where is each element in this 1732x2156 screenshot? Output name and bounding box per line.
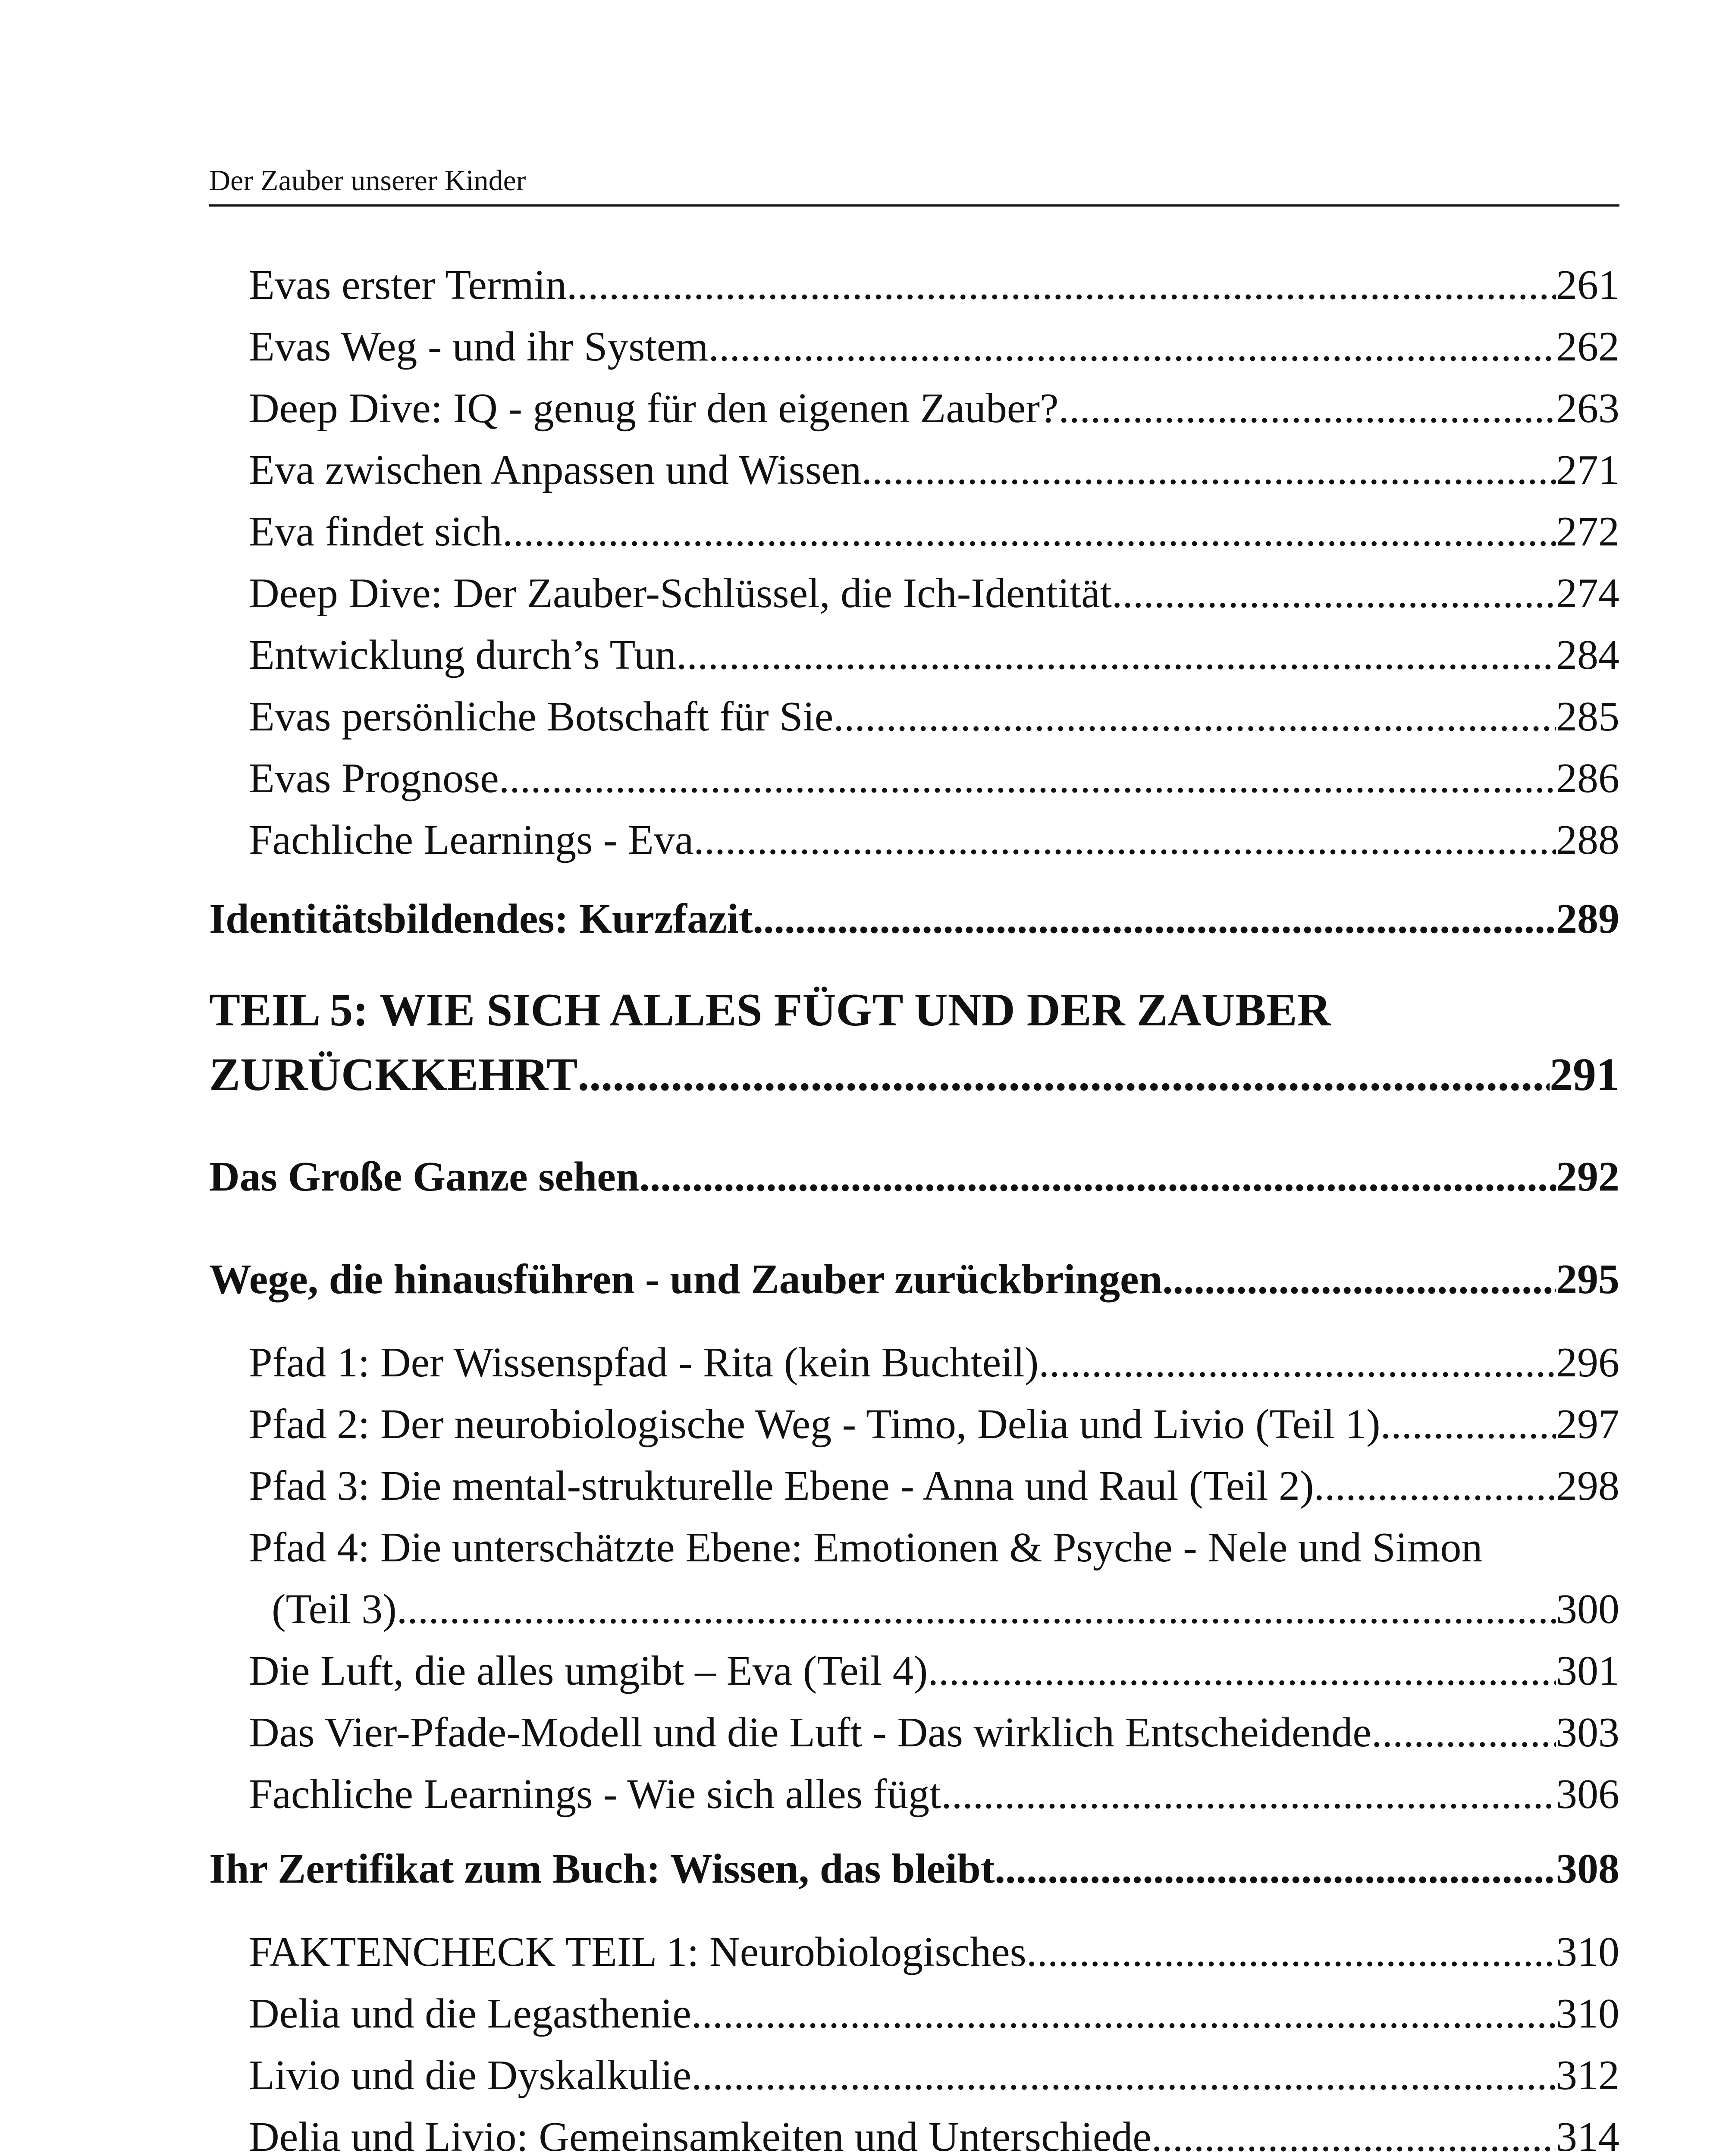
toc-chapter-title: Identitätsbildendes: Kurzfazit bbox=[209, 896, 753, 942]
toc-entry-title: Pfad 3: Die mental-strukturelle Ebene - Anna und Raul (Teil 2) bbox=[249, 1463, 1314, 1509]
toc-entry[interactable] bbox=[209, 1394, 1619, 1455]
toc-entry-page: 306 bbox=[1556, 1771, 1619, 1818]
toc-entry-page: 312 bbox=[1556, 2052, 1619, 2099]
toc-entry-page: 314 bbox=[1556, 2114, 1619, 2156]
toc-chapter-title: Ihr Zertifikat zum Buch: Wissen, das bleibt bbox=[209, 1846, 995, 1892]
toc-chapter-kurzfazit[interactable] bbox=[209, 888, 1619, 950]
toc-chapter-page: 308 bbox=[1556, 1846, 1619, 1892]
toc-entry-title: Delia und die Legasthenie bbox=[249, 1990, 691, 2037]
toc-entry-page: 310 bbox=[1556, 1929, 1619, 1975]
toc-leader-dots bbox=[753, 888, 1556, 950]
toc-entry-page: 271 bbox=[1556, 447, 1619, 493]
toc-entry[interactable] bbox=[209, 1921, 1619, 1983]
toc-part-5[interactable] bbox=[209, 978, 1619, 1107]
toc-leader-dots bbox=[833, 686, 1556, 748]
toc-entry-title-line1: Pfad 4: Die unterschätzte Ebene: Emotionen & Psyche - Nele und Simon bbox=[249, 1524, 1483, 1571]
toc-entry-page: 262 bbox=[1556, 323, 1619, 370]
toc-part-title-line2 bbox=[209, 1043, 1619, 1107]
toc-entry[interactable] bbox=[209, 254, 1619, 316]
toc-entry-pfad-4[interactable] bbox=[209, 1517, 1619, 1640]
toc-entry-title: Evas Prognose bbox=[249, 755, 499, 802]
toc-entry[interactable] bbox=[209, 686, 1619, 748]
toc-entry-page: 310 bbox=[1556, 1990, 1619, 2037]
toc-part-page: 291 bbox=[1550, 1049, 1619, 1100]
toc-entry[interactable] bbox=[209, 1640, 1619, 1702]
table-of-contents bbox=[209, 254, 1619, 2156]
toc-leader-dots bbox=[577, 1043, 1550, 1107]
toc-leader-dots bbox=[691, 1983, 1556, 2045]
toc-entry-page: 261 bbox=[1556, 262, 1619, 308]
toc-entry[interactable] bbox=[209, 624, 1619, 686]
toc-leader-dots bbox=[1112, 563, 1556, 624]
toc-entry-page: 298 bbox=[1556, 1463, 1619, 1509]
toc-leader-dots bbox=[1039, 1332, 1556, 1394]
toc-entry-title: Evas Weg - und ihr System bbox=[249, 323, 709, 370]
toc-part-title-line1: TEIL 5: WIE SICH ALLES FÜGT UND DER ZAUBER bbox=[209, 984, 1331, 1036]
toc-leader-dots bbox=[499, 748, 1556, 809]
toc-leader-dots bbox=[1314, 1455, 1556, 1517]
toc-entry[interactable] bbox=[209, 1702, 1619, 1764]
toc-leader-dots bbox=[1059, 378, 1556, 439]
toc-entry-page: 272 bbox=[1556, 508, 1619, 555]
toc-entry-title: Fachliche Learnings - Wie sich alles fügt bbox=[249, 1771, 941, 1818]
toc-leader-dots bbox=[1162, 1249, 1556, 1310]
toc-entry-page: 297 bbox=[1556, 1401, 1619, 1448]
toc-entry-title: Eva findet sich bbox=[249, 508, 502, 555]
toc-chapter-grosse-ganze[interactable] bbox=[209, 1146, 1619, 1208]
toc-leader-dots bbox=[1391, 1394, 1556, 1455]
toc-leader-dots bbox=[676, 624, 1556, 686]
toc-entry-page: 300 bbox=[1556, 1586, 1619, 1633]
toc-chapter-page: 292 bbox=[1556, 1153, 1619, 1200]
toc-entry[interactable] bbox=[209, 2045, 1619, 2106]
running-header: Der Zauber unserer Kinder bbox=[209, 166, 1619, 207]
toc-entry[interactable] bbox=[209, 563, 1619, 624]
toc-entry-title: Evas persönliche Botschaft für Sie bbox=[249, 693, 834, 740]
toc-entry-title: Fachliche Learnings - Eva bbox=[249, 817, 694, 863]
toc-leader-dots bbox=[928, 1640, 1556, 1702]
toc-chapter-page: 289 bbox=[1556, 896, 1619, 942]
toc-part-title-line2-text: ZURÜCKKEHRT bbox=[209, 1049, 578, 1100]
toc-entry-title: Entwicklung durch’s Tun bbox=[249, 632, 676, 678]
toc-chapter-zertifikat[interactable] bbox=[209, 1838, 1619, 1900]
toc-entry-title-line2-text: (Teil 3) bbox=[272, 1586, 397, 1633]
toc-entry-page: 284 bbox=[1556, 632, 1619, 678]
toc-leader-dots bbox=[691, 2045, 1556, 2106]
toc-entry[interactable] bbox=[209, 809, 1619, 871]
toc-entry-title: Deep Dive: Der Zauber-Schlüssel, die Ich-Identität bbox=[249, 570, 1112, 617]
toc-entry-page: 274 bbox=[1556, 570, 1619, 617]
toc-entry[interactable] bbox=[209, 316, 1619, 378]
toc-leader-dots bbox=[1371, 1702, 1556, 1764]
toc-entry-page: 263 bbox=[1556, 385, 1619, 432]
toc-leader-dots bbox=[1152, 2106, 1556, 2156]
toc-group-faktencheck bbox=[209, 1921, 1619, 2156]
toc-leader-dots bbox=[567, 254, 1556, 316]
toc-entry-title: Eva zwischen Anpassen und Wissen bbox=[249, 447, 862, 493]
toc-entry-title: Livio und die Dyskalkulie bbox=[249, 2052, 692, 2099]
toc-leader-dots bbox=[639, 1146, 1556, 1208]
toc-entry[interactable] bbox=[209, 1764, 1619, 1825]
toc-leader-dots bbox=[1026, 1921, 1556, 1983]
toc-leader-dots bbox=[995, 1838, 1556, 1900]
toc-entry-title: Evas erster Termin bbox=[249, 262, 567, 308]
toc-entry-page: 303 bbox=[1556, 1709, 1619, 1756]
toc-chapter-wege[interactable] bbox=[209, 1249, 1619, 1310]
toc-entry[interactable] bbox=[209, 1455, 1619, 1517]
toc-leader-dots bbox=[941, 1764, 1556, 1825]
toc-leader-dots bbox=[708, 316, 1556, 378]
toc-entry-page: 285 bbox=[1556, 693, 1619, 740]
toc-entry[interactable] bbox=[209, 748, 1619, 809]
toc-chapter-title: Das Große Ganze sehen bbox=[209, 1153, 640, 1200]
toc-leader-dots bbox=[502, 501, 1556, 563]
toc-entry[interactable] bbox=[209, 1332, 1619, 1394]
toc-leader-dots bbox=[693, 809, 1556, 871]
toc-entry-title: Pfad 1: Der Wissenspfad - Rita (kein Buchteil) bbox=[249, 1339, 1039, 1386]
toc-leader-dots bbox=[861, 439, 1556, 501]
toc-entry[interactable] bbox=[209, 2106, 1619, 2156]
toc-group-eva bbox=[209, 254, 1619, 871]
toc-chapter-page: 295 bbox=[1556, 1256, 1619, 1303]
toc-entry-page: 301 bbox=[1556, 1648, 1619, 1694]
toc-leader-dots bbox=[397, 1579, 1556, 1640]
toc-entry-title: Die Luft, die alles umgibt – Eva (Teil 4) bbox=[249, 1648, 928, 1694]
toc-entry-page: 296 bbox=[1556, 1339, 1619, 1386]
toc-entry[interactable] bbox=[209, 1983, 1619, 2045]
toc-entry-title: Deep Dive: IQ - genug für den eigenen Zauber? bbox=[249, 385, 1059, 432]
toc-entry[interactable] bbox=[209, 378, 1619, 439]
toc-entry[interactable] bbox=[209, 439, 1619, 501]
toc-entry-title: Pfad 2: Der neurobiologische Weg - Timo, Delia und Livio (Teil 1). bbox=[249, 1401, 1391, 1448]
toc-entry-title: FAKTENCHECK TEIL 1: Neurobiologisches bbox=[249, 1929, 1026, 1975]
toc-entry-page: 288 bbox=[1556, 817, 1619, 863]
toc-entry-title-line2 bbox=[209, 1579, 1619, 1640]
toc-entry-title: Das Vier-Pfade-Modell und die Luft - Das wirklich Entscheidende bbox=[249, 1709, 1371, 1756]
toc-entry[interactable] bbox=[209, 501, 1619, 563]
toc-group-pfade bbox=[209, 1332, 1619, 1825]
toc-chapter-title: Wege, die hinausführen - und Zauber zurückbringen bbox=[209, 1256, 1163, 1303]
toc-entry-title: Delia und Livio: Gemeinsamkeiten und Unterschiede bbox=[249, 2114, 1152, 2156]
toc-entry-page: 286 bbox=[1556, 755, 1619, 802]
